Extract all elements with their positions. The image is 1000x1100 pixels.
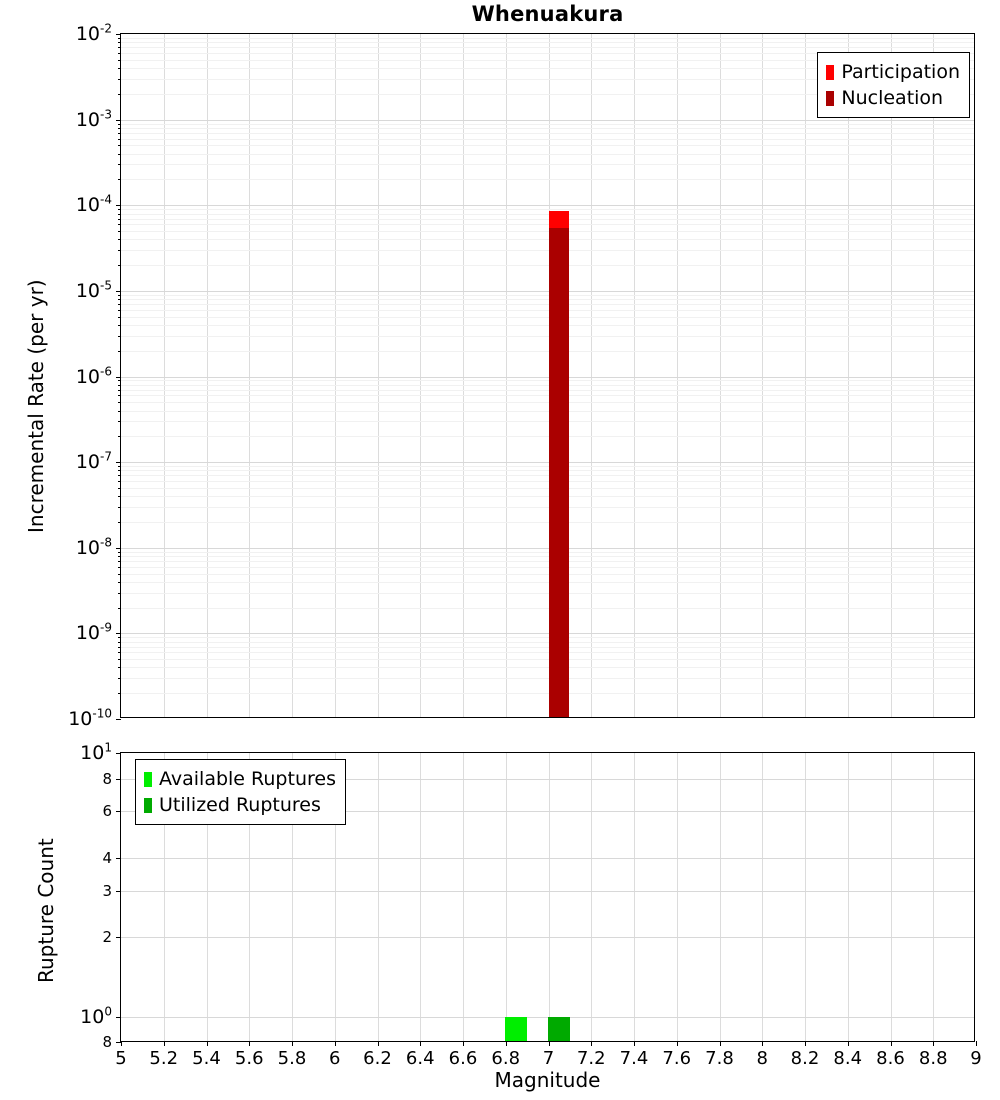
y-tick-mark-minor (118, 336, 121, 337)
gridline-y-minor (121, 488, 974, 489)
x-tick-label: 7.6 (662, 1048, 692, 1069)
x-tick-label: 5.4 (192, 1048, 221, 1069)
x-tick-mark (805, 1041, 806, 1046)
x-tick-mark (207, 1041, 208, 1046)
y-tick-label: $10^{-7}$ (75, 449, 112, 474)
gridline-y (121, 205, 974, 206)
gridline-x (720, 34, 721, 717)
gridline-y-minor (121, 402, 974, 403)
y-tick-mark-minor (118, 94, 121, 95)
y-tick-mark (116, 462, 121, 463)
incremental-rate-axes (68, 21, 975, 730)
y-tick-mark-minor (118, 164, 121, 165)
y-tick-mark-minor (118, 128, 121, 129)
gridline-x (164, 34, 165, 717)
gridline-y-minor (121, 552, 974, 553)
gridline-y (121, 377, 974, 378)
gridline-y-minor (121, 128, 974, 129)
x-tick-label: 5.6 (234, 1048, 264, 1069)
y-tick-mark-minor (118, 561, 121, 562)
y-tick-mark-minor (118, 402, 121, 403)
y-axis-title-top: Incremental Rate (per yr) (24, 279, 48, 533)
y-tick-mark-minor (118, 214, 121, 215)
gridline-x (634, 34, 635, 717)
gridline-y-minor (121, 219, 974, 220)
y-tick-mark-minor (118, 304, 121, 305)
gridline-x (891, 753, 892, 1041)
gridline-x (933, 753, 934, 1041)
y-tick-label: $10^{-8}$ (75, 535, 112, 559)
y-tick-mark-minor (118, 642, 121, 643)
x-tick-label: 6 (329, 1048, 341, 1069)
rupture-count-axes (80, 740, 982, 1069)
gridline-y-minor (121, 139, 974, 140)
gridline-y-minor (121, 145, 974, 146)
y-tick-mark-minor (118, 637, 121, 638)
legend-item-available-ruptures (144, 766, 336, 792)
x-tick-label: 5.8 (277, 1048, 307, 1069)
x-tick-mark (891, 1041, 892, 1046)
y-tick-label: $10^1$ (80, 740, 112, 764)
legend-label: Participation (841, 61, 960, 83)
y-tick-mark (116, 753, 121, 754)
gridline-x (591, 34, 592, 717)
x-tick-label: 7.2 (576, 1048, 606, 1069)
gridline-y-minor (121, 124, 974, 125)
y-tick-mark-minor (118, 390, 121, 391)
gridline-y-minor (121, 304, 974, 305)
y-tick-mark-minor (118, 522, 121, 523)
y-tick-label: 8 (102, 1033, 112, 1052)
y-tick-mark-minor (118, 488, 121, 489)
gridline-y-minor (121, 593, 974, 594)
y-tick-mark-minor (118, 124, 121, 125)
x-tick-label: 5 (115, 1048, 127, 1069)
x-tick-mark (506, 1041, 507, 1046)
y-tick-mark-minor (118, 325, 121, 326)
gridline-y-minor (121, 250, 974, 251)
x-tick-mark (249, 1041, 250, 1046)
y-tick-mark-minor (118, 47, 121, 48)
gridline-y-minor (121, 475, 974, 476)
x-tick-mark (976, 1041, 977, 1046)
gridline-x (420, 753, 421, 1041)
y-tick-mark-minor (118, 209, 121, 210)
available-ruptures-swatch (144, 772, 152, 787)
y-tick-mark (116, 633, 121, 634)
x-tick-mark (720, 1041, 721, 1046)
legend-item-utilized-ruptures (144, 792, 336, 818)
y-tick-mark-minor (118, 60, 121, 61)
y-tick-mark-minor (118, 53, 121, 54)
gridline-x (891, 34, 892, 717)
y-tick-label: 6 (102, 802, 112, 821)
gridline-y-minor (121, 154, 974, 155)
gridline-y (121, 633, 974, 634)
gridline-y-minor (121, 164, 974, 165)
gridline-y-minor (121, 317, 974, 318)
gridline-x (463, 753, 464, 1041)
y-tick-mark-minor (118, 265, 121, 266)
x-axis-title: Magnitude (494, 1068, 601, 1092)
gridline-y (121, 891, 974, 892)
gridline-x (506, 34, 507, 717)
y-tick-mark-minor (118, 593, 121, 594)
y-tick-mark-minor (118, 68, 121, 69)
y-tick-mark-minor (118, 678, 121, 679)
gridline-y-minor (121, 667, 974, 668)
x-tick-label: 6.4 (405, 1048, 435, 1069)
gridline-x (762, 753, 763, 1041)
y-tick-mark-minor (118, 496, 121, 497)
y-tick-mark-minor (118, 250, 121, 251)
gridline-x (249, 34, 250, 717)
x-tick-label: 8.4 (833, 1048, 863, 1069)
gridline-y-minor (121, 574, 974, 575)
y-tick-mark-minor (118, 608, 121, 609)
y-tick-mark (116, 719, 121, 720)
y-tick-label: $10^{-3}$ (75, 107, 112, 131)
y-tick-mark (116, 891, 121, 892)
gridline-y (121, 462, 974, 463)
x-tick-label: 7.8 (705, 1048, 734, 1069)
gridline-x (335, 34, 336, 717)
y-axis-title-bottom: Rupture Count (34, 838, 58, 983)
y-tick-mark (116, 779, 121, 780)
gridline-x (591, 753, 592, 1041)
gridline-y (121, 548, 974, 549)
x-tick-label: 5.2 (149, 1048, 179, 1069)
x-tick-mark (591, 1041, 592, 1046)
participation-swatch (826, 65, 834, 80)
legend-item-nucleation (826, 85, 960, 111)
gridline-y-minor (121, 42, 974, 43)
legend-label: Nucleation (841, 87, 944, 109)
y-tick-mark-minor (118, 659, 121, 660)
y-tick-mark-minor (118, 652, 121, 653)
gridline-y (121, 858, 974, 859)
gridline-y-minor (121, 47, 974, 48)
gridline-y-minor (121, 522, 974, 523)
y-tick-mark-minor (118, 556, 121, 557)
x-tick-mark (420, 1041, 421, 1046)
gridline-x (634, 753, 635, 1041)
y-tick-label: 4 (102, 848, 112, 867)
x-tick-mark (634, 1041, 635, 1046)
x-tick-label: 8.6 (876, 1048, 905, 1069)
gridline-y-minor (121, 231, 974, 232)
y-tick-mark-minor (118, 421, 121, 422)
bar-utilized-ruptures (548, 1017, 570, 1041)
y-tick-mark-minor (118, 436, 121, 437)
y-tick-label: 3 (102, 881, 112, 900)
y-tick-mark (116, 811, 121, 812)
y-tick-label: $10^{-9}$ (75, 621, 112, 645)
x-tick-label: 8.2 (790, 1048, 820, 1069)
y-tick-mark-minor (118, 42, 121, 43)
gridline-y (121, 120, 974, 121)
gridline-y-minor (121, 496, 974, 497)
y-tick-mark-minor (118, 475, 121, 476)
gridline-y-minor (121, 466, 974, 467)
x-tick-label: 6.2 (363, 1048, 392, 1069)
y-tick-mark (116, 34, 121, 35)
gridline-x (420, 34, 421, 717)
gridline-y-minor (121, 678, 974, 679)
x-tick-label: 9 (970, 1048, 982, 1069)
gridline-x (549, 753, 550, 1041)
gridline-y-minor (121, 647, 974, 648)
y-tick-mark-minor (118, 411, 121, 412)
x-tick-mark (335, 1041, 336, 1046)
gridline-x (463, 34, 464, 717)
x-tick-mark (848, 1041, 849, 1046)
y-tick-mark-minor (118, 582, 121, 583)
gridline-y (121, 937, 974, 938)
gridline-y-minor (121, 214, 974, 215)
gridline-x (720, 753, 721, 1041)
rupture-count-legend (135, 759, 346, 825)
y-tick-label: 8 (102, 769, 112, 788)
x-tick-mark (463, 1041, 464, 1046)
gridline-y-minor (121, 659, 974, 660)
y-tick-mark (116, 1042, 121, 1043)
y-tick-mark-minor (118, 310, 121, 311)
y-tick-mark-minor (118, 219, 121, 220)
x-tick-label: 6.6 (448, 1048, 478, 1069)
y-tick-mark (116, 937, 121, 938)
y-tick-mark-minor (118, 507, 121, 508)
gridline-y-minor (121, 652, 974, 653)
gridline-y-minor (121, 556, 974, 557)
utilized-ruptures-swatch (144, 798, 152, 813)
y-tick-mark-minor (118, 380, 121, 381)
gridline-y-minor (121, 507, 974, 508)
gridline-x (506, 753, 507, 1041)
gridline-y-minor (121, 481, 974, 482)
x-tick-mark (549, 1041, 550, 1046)
y-tick-mark-minor (118, 351, 121, 352)
gridline-y-minor (121, 325, 974, 326)
gridline-y-minor (121, 295, 974, 296)
x-tick-mark (933, 1041, 934, 1046)
bar-nucleation (549, 228, 569, 717)
gridline-y-minor (121, 38, 974, 39)
y-tick-label: 2 (102, 928, 112, 947)
gridline-y-minor (121, 637, 974, 638)
gridline-y-minor (121, 179, 974, 180)
y-tick-mark-minor (118, 179, 121, 180)
gridline-y-minor (121, 642, 974, 643)
gridline-y-minor (121, 351, 974, 352)
x-tick-mark (164, 1041, 165, 1046)
gridline-y-minor (121, 299, 974, 300)
gridline-y-minor (121, 470, 974, 471)
x-tick-label: 8 (756, 1048, 768, 1069)
y-tick-mark (116, 120, 121, 121)
x-tick-mark (292, 1041, 293, 1046)
y-tick-mark-minor (118, 38, 121, 39)
x-tick-label: 7.4 (619, 1048, 649, 1069)
gridline-y-minor (121, 133, 974, 134)
y-tick-mark (116, 548, 121, 549)
gridline-y-minor (121, 436, 974, 437)
gridline-x (762, 34, 763, 717)
gridline-y-minor (121, 411, 974, 412)
gridline-x (677, 34, 678, 717)
y-tick-mark (116, 1017, 121, 1018)
gridline-y-minor (121, 265, 974, 266)
gridline-x (677, 753, 678, 1041)
x-tick-label: 6.8 (491, 1048, 521, 1069)
y-tick-mark-minor (118, 139, 121, 140)
y-tick-mark-minor (118, 647, 121, 648)
gridline-x (378, 753, 379, 1041)
page-title: Whenuakura (471, 2, 624, 26)
y-tick-mark-minor (118, 466, 121, 467)
bar-available-ruptures (505, 1017, 527, 1041)
gridline-x (848, 34, 849, 717)
y-tick-label: $10^{-5}$ (75, 278, 112, 302)
y-tick-label: $10^{-10}$ (68, 706, 112, 730)
y-tick-mark-minor (118, 224, 121, 225)
legend-item-participation (826, 59, 960, 85)
incremental-rate-legend (817, 52, 970, 118)
y-tick-mark-minor (118, 385, 121, 386)
gridline-y-minor (121, 336, 974, 337)
gridline-y-minor (121, 209, 974, 210)
x-tick-mark (121, 1041, 122, 1046)
gridline-y-minor (121, 310, 974, 311)
y-tick-label: $10^{-6}$ (75, 364, 112, 388)
y-tick-mark-minor (118, 567, 121, 568)
y-tick-mark-minor (118, 231, 121, 232)
y-tick-mark-minor (118, 145, 121, 146)
x-tick-mark (762, 1041, 763, 1046)
gridline-y-minor (121, 385, 974, 386)
y-tick-mark-minor (118, 79, 121, 80)
x-tick-mark (378, 1041, 379, 1046)
y-tick-mark-minor (118, 470, 121, 471)
legend-label: Available Ruptures (159, 768, 336, 790)
y-tick-mark (116, 205, 121, 206)
gridline-y (121, 291, 974, 292)
gridline-x (933, 34, 934, 717)
y-tick-label: $10^{-2}$ (75, 21, 112, 45)
y-tick-label: $10^{-4}$ (75, 192, 112, 217)
legend-label: Utilized Ruptures (159, 794, 321, 816)
gridline-x (848, 753, 849, 1041)
gridline-x (292, 34, 293, 717)
y-tick-mark-minor (118, 295, 121, 296)
y-tick-mark-minor (118, 239, 121, 240)
gridline-y-minor (121, 395, 974, 396)
y-tick-mark-minor (118, 154, 121, 155)
gridline-y-minor (121, 567, 974, 568)
x-tick-label: 8.8 (918, 1048, 948, 1069)
gridline-y-minor (121, 582, 974, 583)
gridline-x (805, 753, 806, 1041)
y-tick-mark (116, 377, 121, 378)
gridline-x (207, 34, 208, 717)
gridline-y-minor (121, 693, 974, 694)
y-tick-mark-minor (118, 693, 121, 694)
x-tick-label: 7 (542, 1048, 555, 1069)
y-tick-mark-minor (118, 395, 121, 396)
gridline-x (805, 34, 806, 717)
gridline-x (378, 34, 379, 717)
y-tick-mark-minor (118, 133, 121, 134)
y-tick-mark-minor (118, 574, 121, 575)
x-tick-mark (677, 1041, 678, 1046)
incremental-rate-plot-area (121, 34, 974, 717)
y-tick-mark-minor (118, 552, 121, 553)
y-tick-mark-minor (118, 299, 121, 300)
nucleation-swatch (826, 91, 834, 106)
y-tick-label: $10^0$ (80, 1004, 112, 1028)
gridline-y-minor (121, 421, 974, 422)
gridline-y-minor (121, 239, 974, 240)
gridline-y-minor (121, 390, 974, 391)
gridline-y-minor (121, 561, 974, 562)
gridline-y-minor (121, 380, 974, 381)
y-tick-mark (116, 858, 121, 859)
gridline-y-minor (121, 608, 974, 609)
y-tick-mark-minor (118, 667, 121, 668)
y-tick-mark-minor (118, 481, 121, 482)
gridline-y-minor (121, 224, 974, 225)
y-tick-mark (116, 291, 121, 292)
y-tick-mark-minor (118, 317, 121, 318)
